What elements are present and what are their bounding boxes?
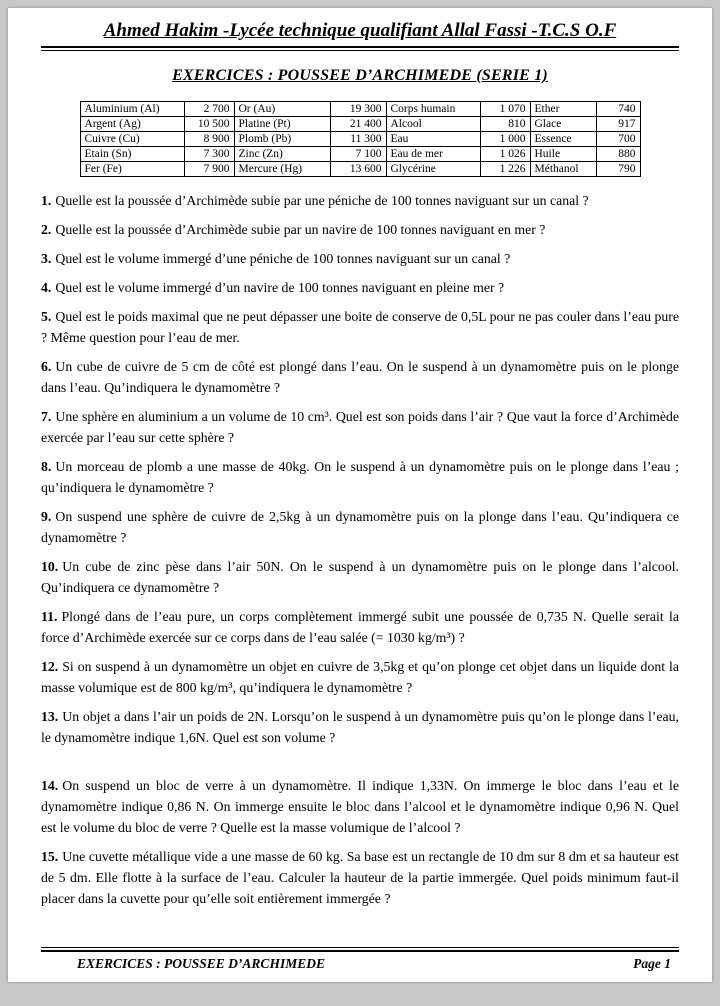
question-item xyxy=(41,356,679,398)
question-item xyxy=(41,190,679,211)
question-item xyxy=(41,506,679,548)
question-item xyxy=(41,219,679,240)
material-name-cell: Plomb (Pb) xyxy=(234,132,330,147)
density-value-cell: 21 400 xyxy=(330,117,386,132)
material-name-cell: Cuivre (Cu) xyxy=(80,132,184,147)
material-name-cell: Eau xyxy=(386,132,480,147)
question-item xyxy=(41,248,679,269)
question-number: 15. xyxy=(41,849,59,864)
material-name-cell: Or (Au) xyxy=(234,102,330,117)
question-text: Plongé dans de l’eau pure, un corps complètement immergé subit une poussée de 0,735 N. Quelle serait la force d’Archimède exercée sur ce corps dans de l’eau salée (= 1030 kg/m³) ? xyxy=(41,609,679,645)
table-row xyxy=(80,162,640,177)
question-item xyxy=(41,846,679,909)
question-item xyxy=(41,277,679,298)
material-name-cell: Huile xyxy=(530,147,596,162)
table-row xyxy=(80,117,640,132)
question-number: 11. xyxy=(41,609,58,624)
question-number: 6. xyxy=(41,359,52,374)
document-footer xyxy=(41,947,679,972)
density-value-cell: 1 026 xyxy=(480,147,530,162)
question-text: Un cube de zinc pèse dans l’air 50N. On le suspend à un dynamomètre puis on le plonge dans l’alcool. Qu’indiquera ce dynamomètre ? xyxy=(41,559,679,595)
question-text: Un morceau de plomb a une masse de 40kg. On le suspend à un dynamomètre puis on le plonge dans l’eau ; qu’indiquera le dynamomètre ? xyxy=(41,459,679,495)
density-value-cell: 880 xyxy=(596,147,640,162)
material-name-cell: Essence xyxy=(530,132,596,147)
density-value-cell: 700 xyxy=(596,132,640,147)
question-item xyxy=(41,306,679,348)
material-name-cell: Méthanol xyxy=(530,162,596,177)
material-name-cell: Platine (Pt) xyxy=(234,117,330,132)
density-value-cell: 10 500 xyxy=(184,117,234,132)
footer-row xyxy=(41,952,679,972)
question-item xyxy=(41,556,679,598)
question-number: 8. xyxy=(41,459,52,474)
question-text: Quel est le volume immergé d’une péniche de 100 tonnes naviguant sur un canal ? xyxy=(55,251,511,266)
question-number: 14. xyxy=(41,778,59,793)
question-item xyxy=(41,606,679,648)
density-value-cell: 1 000 xyxy=(480,132,530,147)
question-text: Quel est le volume immergé d’un navire de 100 tonnes naviguant en pleine mer ? xyxy=(55,280,505,295)
density-value-cell: 7 300 xyxy=(184,147,234,162)
density-value-cell: 810 xyxy=(480,117,530,132)
material-name-cell: Argent (Ag) xyxy=(80,117,184,132)
question-text: Une cuvette métallique vide a une masse de 60 kg. Sa base est un rectangle de 10 dm sur 8 dm et sa hauteur est de 5 dm. Elle flotte à la surface de l’eau. Calculer la hauteur de la partie immergée. Quel poids minimum faut-il placer dans la cuvette pour qu’elle soit entièrement immergée ? xyxy=(41,849,679,906)
material-name-cell: Aluminium (Al) xyxy=(80,102,184,117)
density-value-cell: 790 xyxy=(596,162,640,177)
density-value-cell: 11 300 xyxy=(330,132,386,147)
question-item xyxy=(41,456,679,498)
page-number: Page 1 xyxy=(633,956,671,971)
material-name-cell: Corps humain xyxy=(386,102,480,117)
material-name-cell: Glycérine xyxy=(386,162,480,177)
density-value-cell: 13 600 xyxy=(330,162,386,177)
material-name-cell: Ether xyxy=(530,102,596,117)
question-text: On suspend une sphère de cuivre de 2,5kg à un dynamomètre puis on la plonge dans l’eau. Qu’indiquera ce dynamomètre ? xyxy=(41,509,679,545)
document-header xyxy=(41,20,679,51)
header-title: Ahmed Hakim -Lycée technique qualifiant Allal Fassi -T.C.S O.F xyxy=(103,20,617,41)
header-rule xyxy=(41,46,679,51)
density-value-cell: 917 xyxy=(596,117,640,132)
density-value-cell: 1 226 xyxy=(480,162,530,177)
material-name-cell: Eau de mer xyxy=(386,147,480,162)
question-text: Quelle est la poussée d’Archimède subie par une péniche de 100 tonnes naviguant sur un canal ? xyxy=(55,193,589,208)
density-value-cell: 740 xyxy=(596,102,640,117)
table-row xyxy=(80,147,640,162)
questions-list xyxy=(41,190,679,917)
question-text: Quelle est la poussée d’Archimède subie par un navire de 100 tonnes naviguant en mer ? xyxy=(55,222,546,237)
question-number: 13. xyxy=(41,709,59,724)
document-page xyxy=(8,8,712,982)
question-number: 9. xyxy=(41,509,52,524)
question-number: 10. xyxy=(41,559,59,574)
question-number: 5. xyxy=(41,309,52,324)
doc-title: EXERCICES : POUSSEE D’ARCHIMEDE (SERIE 1) xyxy=(172,67,548,84)
question-text: On suspend un bloc de verre à un dynamomètre. Il indique 1,33N. On immerge le bloc dans l’eau et le dynamomètre indique 0,86 N. On immerge ensuite le bloc dans l’alcool et le dynamomètre indique 0,96 N. Quel est le volume du bloc de verre ? Quelle est la masse volumique de l’alcool ? xyxy=(41,778,679,835)
material-name-cell: Glace xyxy=(530,117,596,132)
material-name-cell: Mercure (Hg) xyxy=(234,162,330,177)
question-number: 4. xyxy=(41,280,52,295)
question-item xyxy=(41,706,679,748)
question-number: 3. xyxy=(41,251,52,266)
question-item xyxy=(41,656,679,698)
density-value-cell: 8 900 xyxy=(184,132,234,147)
footer-title: EXERCICES : POUSSEE D’ARCHIMEDE xyxy=(77,956,325,971)
material-name-cell: Fer (Fe) xyxy=(80,162,184,177)
density-value-cell: 7 100 xyxy=(330,147,386,162)
table-row xyxy=(80,132,640,147)
question-number: 12. xyxy=(41,659,59,674)
question-text: Si on suspend à un dynamomètre un objet en cuivre de 3,5kg et qu’on plonge cet objet dans un liquide dont la masse volumique est de 800 kg/m³, qu’indiquera le dynamomètre ? xyxy=(41,659,679,695)
density-value-cell: 2 700 xyxy=(184,102,234,117)
question-number: 1. xyxy=(41,193,52,208)
density-table xyxy=(80,101,641,177)
question-text: Un cube de cuivre de 5 cm de côté est plongé dans l’eau. On le suspend à un dynamomètre puis on le plonge dans l’eau. Qu’indiquera le dynamomètre ? xyxy=(41,359,679,395)
density-value-cell: 19 300 xyxy=(330,102,386,117)
question-item xyxy=(41,406,679,448)
question-text: Une sphère en aluminium a un volume de 10 cm³. Quel est son poids dans l’air ? Que vaut la force d’Archimède exercée par l’eau sur cette sphère ? xyxy=(41,409,679,445)
table-row xyxy=(80,102,640,117)
question-item xyxy=(41,775,679,838)
question-number: 7. xyxy=(41,409,52,424)
density-value-cell: 1 070 xyxy=(480,102,530,117)
material-name-cell: Zinc (Zn) xyxy=(234,147,330,162)
material-name-cell: Etain (Sn) xyxy=(80,147,184,162)
question-text: Quel est le poids maximal que ne peut dépasser une boite de conserve de 0,5L pour ne pas couler dans l’eau pure ? Même question pour l’eau de mer. xyxy=(41,309,679,345)
material-name-cell: Alcool xyxy=(386,117,480,132)
question-text: Un objet a dans l’air un poids de 2N. Lorsqu’on le suspend à un dynamomètre puis qu’on le plonge dans l’eau, le dynamomètre indique 1,6N. Quel est son volume ? xyxy=(41,709,679,745)
question-number: 2. xyxy=(41,222,52,237)
density-value-cell: 7 900 xyxy=(184,162,234,177)
